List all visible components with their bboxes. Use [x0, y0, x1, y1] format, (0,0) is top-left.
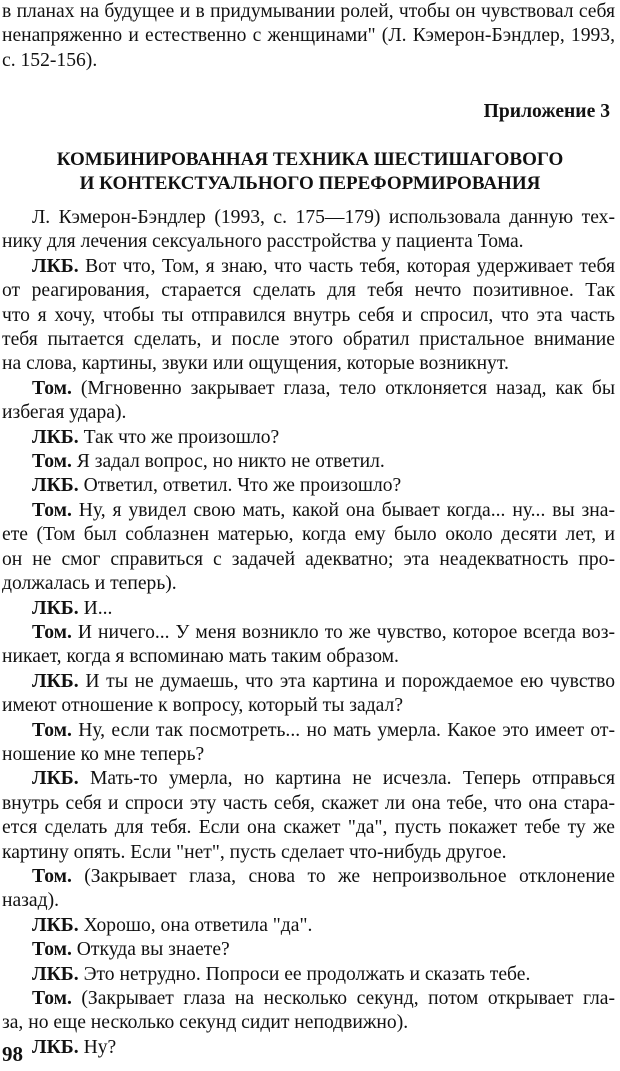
dialogue-paragraph — [2, 426, 615, 450]
line-text: Откуда вы знаете? — [71, 939, 230, 961]
line-text: никает, когда я вспоминаю мать таким образом. — [2, 646, 399, 668]
speaker-label: Том. — [32, 988, 72, 1009]
dialogue-paragraph — [2, 474, 615, 498]
dialogue-paragraph — [2, 1036, 615, 1060]
text-line — [2, 572, 615, 596]
text-line — [2, 670, 615, 694]
speaker-label: ЛКБ. — [32, 768, 79, 790]
speaker-label: ЛКБ. — [32, 597, 79, 619]
text-line — [2, 694, 615, 718]
line-text: Л. Кэмерон-Бэндлер (1993, с. 175—179) использовала данную тех- — [32, 207, 615, 228]
text-line: ненапряженно и естественно с женщинами" (Л. Кэмерон-Бэндлер, 1993, — [2, 25, 615, 47]
dialogue-paragraph — [2, 865, 615, 914]
text-line — [2, 377, 615, 401]
line-text: И ты не думаешь, что эта картина и порождаемое ею чувство — [78, 670, 615, 692]
speaker-label: ЛКБ. — [32, 914, 79, 936]
text-line: в планах на будущее и в придумывании ролей, чтобы он чувствовал себя — [2, 1, 615, 22]
page-number: 98 — [2, 1042, 23, 1066]
speaker-label: ЛКБ. — [32, 1036, 79, 1058]
speaker-label: Том. — [32, 939, 72, 961]
line-text: (Закрывает глаза, снова то же непроизвольное отклонение — [71, 865, 615, 887]
title-line: КОМБИНИРОВАННАЯ ТЕХНИКА ШЕСТИШАГОВОГО — [56, 149, 564, 170]
text-line — [2, 719, 615, 743]
line-text: назад). — [2, 890, 60, 912]
line-text: от реагирования, старается сделать для тебя нечто позитивное. Так — [2, 280, 615, 302]
appendix-label: Приложение 3 — [483, 101, 610, 122]
line-text: за, но еще несколько секунд сидит неподвижно). — [2, 1012, 409, 1034]
dialogue-paragraph — [2, 597, 615, 621]
dialogue-paragraph — [2, 377, 615, 426]
text-line — [2, 548, 615, 572]
line-text: на слова, картины, звуки или ощущения, которые возникнут. — [2, 353, 509, 375]
line-text: Ответил, ответил. Что же произошло? — [78, 475, 402, 497]
speaker-label: Том. — [32, 865, 72, 887]
text-line — [2, 621, 615, 645]
text-line — [2, 499, 615, 523]
speaker-label: ЛКБ. — [32, 426, 79, 448]
text-line — [2, 230, 615, 254]
line-text: тебя пытается сделать, и после этого обратил пристальное внимание — [2, 329, 615, 351]
text-line — [2, 450, 615, 474]
text-line — [2, 206, 615, 230]
dialogue-paragraph — [2, 938, 615, 962]
text-line — [2, 963, 615, 987]
text-line — [2, 1036, 615, 1060]
speaker-label: ЛКБ. — [32, 255, 79, 277]
line-text: Мать-то умерла, но картина не исчезла. Теперь отправься — [78, 768, 615, 790]
text-line — [2, 914, 615, 938]
text-line — [2, 1011, 615, 1035]
dialogue-paragraph — [2, 719, 615, 768]
line-text: картину опять. Если "нет", пусть сделает что-нибудь другое. — [2, 841, 507, 863]
line-text: должалась и теперь). — [2, 573, 177, 595]
line-text: что я хочу, чтобы ты отправился внутрь себя и спросил, что эта часть — [2, 304, 615, 326]
text-line — [2, 255, 615, 279]
dialogue-paragraph — [2, 499, 615, 597]
text-line — [2, 938, 615, 962]
speaker-label: Том. — [32, 377, 72, 399]
text-line — [2, 304, 615, 328]
speaker-label: ЛКБ. — [32, 670, 79, 692]
text-line — [2, 816, 615, 840]
title-line: И КОНТЕКСТУАЛЬНОГО ПЕРЕФОРМИРОВАНИЯ — [79, 173, 541, 194]
text-line — [2, 352, 615, 376]
dialogue-paragraph — [2, 206, 615, 255]
line-text: нику для лечения сексуального расстройства у пациента Тома. — [2, 231, 524, 253]
dialogue-paragraph — [2, 963, 615, 987]
speaker-label: Том. — [32, 451, 72, 473]
line-text: ется сделать для тебя. Если она скажет "да", пусть покажет тебе ту же — [2, 817, 615, 839]
line-text: Я задал вопрос, но никто не ответил. — [71, 451, 385, 473]
section-title — [0, 148, 620, 196]
line-text: ношение ко мне теперь? — [2, 743, 205, 765]
line-text: Хорошо, она ответила "да". — [78, 914, 313, 936]
text-line — [2, 743, 615, 767]
intro-paragraph — [2, 0, 615, 73]
text-line — [2, 987, 615, 1011]
text-line — [2, 889, 615, 913]
line-text: И... — [78, 597, 113, 619]
text-line — [2, 523, 615, 547]
line-text: И ничего... У меня возникло то же чувство, которое всегда воз- — [71, 621, 615, 643]
text-line — [2, 279, 615, 303]
speaker-label: ЛКБ. — [32, 475, 79, 497]
text-line — [2, 401, 615, 425]
dialogue-paragraph — [2, 987, 615, 1036]
line-text: ете (Том был соблазнен матерью, когда ему было около десяти лет, и — [2, 524, 615, 546]
dialogue-paragraph — [2, 767, 615, 865]
dialogue-paragraph — [2, 670, 615, 719]
line-text: внутрь себя и спроси эту часть себя, скажет ли она тебе, что она стара- — [2, 792, 615, 814]
text-line — [2, 865, 615, 889]
line-text: (Закрывает глаза на несколько секунд, потом открывает гла- — [71, 988, 615, 1009]
text-line — [2, 841, 615, 865]
line-text: Это нетрудно. Попроси ее продолжать и сказать тебе. — [78, 963, 531, 985]
text-line — [2, 767, 615, 791]
text-line — [2, 474, 615, 498]
line-text: Вот что, Том, я знаю, что часть тебя, которая удерживает тебя — [78, 255, 615, 277]
text-line — [2, 597, 615, 621]
speaker-label: Том. — [32, 499, 72, 521]
line-text: Ну, если так посмотреть... но мать умерла. Какое это имеет от- — [71, 719, 615, 741]
line-text: Так что же произошло? — [78, 426, 280, 448]
line-text: Ну, я увидел свою мать, какой она бывает когда... ну... вы зна- — [71, 499, 615, 521]
speaker-label: Том. — [32, 719, 72, 741]
dialogue-paragraph — [2, 914, 615, 938]
dialogue-body — [2, 206, 615, 1060]
text-line — [2, 328, 615, 352]
text-line — [2, 792, 615, 816]
speaker-label: ЛКБ. — [32, 963, 79, 985]
text-line: с. 152-156). — [2, 49, 98, 71]
text-line — [2, 645, 615, 669]
line-text: он не смог справиться с задачей адекватно; эта неадекватность про- — [2, 548, 615, 570]
line-text: имеют отношение к вопросу, который ты задал? — [2, 695, 404, 717]
dialogue-paragraph — [2, 450, 615, 474]
dialogue-paragraph — [2, 255, 615, 377]
line-text: (Мгновенно закрывает глаза, тело отклоняется назад, как бы — [71, 377, 615, 399]
text-line — [2, 426, 615, 450]
line-text: избегая удара). — [2, 402, 127, 424]
dialogue-paragraph — [2, 621, 615, 670]
speaker-label: Том. — [32, 621, 72, 643]
line-text: Ну? — [78, 1036, 117, 1058]
